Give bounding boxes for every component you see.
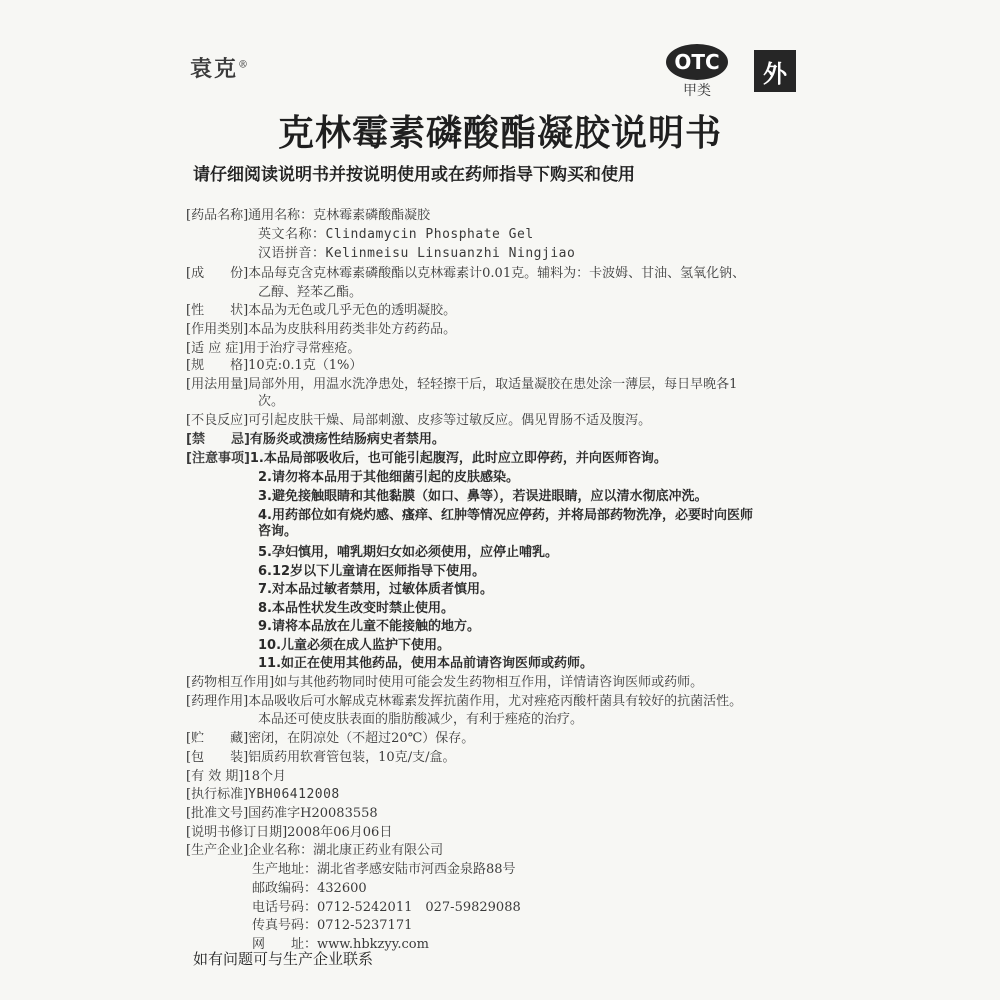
brand-name: 袁克 xyxy=(190,56,239,82)
precaution-item: 5.孕妇慎用，哺乳期妇女如必须使用，应停止哺乳。 xyxy=(258,545,558,560)
usage-warning: 请仔细阅读说明书并按说明使用或在药师指导下购买和使用 xyxy=(193,165,635,185)
drug-name-line xyxy=(186,208,430,224)
category-text: 本品为皮肤科用药类非处方药药品。 xyxy=(248,322,457,337)
approval-line xyxy=(186,806,378,822)
revision-label: [说明书修订日期] xyxy=(186,825,288,840)
manufacturer-fax: 传真号码：0712-5237171 xyxy=(252,918,413,933)
manufacturer-postcode: 邮政编码：432600 xyxy=(252,881,367,896)
precaution-item: 4.用药部位如有烧灼感、瘙痒、红肿等情况应停药，并将局部药物洗净，必要时向医师 xyxy=(258,508,753,523)
document-title: 克林霉素磷酸酯凝胶说明书 xyxy=(277,113,722,154)
pharmacology-text: 本品吸收后可水解成克林霉素发挥抗菌作用，尤对痤疮丙酸杆菌具有较好的抗菌活性。 xyxy=(248,694,743,709)
composition-line xyxy=(186,266,745,282)
composition-text-2: 乙醇、羟苯乙酯。 xyxy=(258,285,363,300)
spec-text: 10克:0.1克（1%） xyxy=(248,358,363,373)
spec-line xyxy=(186,358,362,374)
precaution-item: 3.避免接触眼睛和其他黏膜（如口、鼻等），若误进眼睛，应以清水彻底冲洗。 xyxy=(258,489,708,504)
precaution-item: 11.如正在使用其他药品，使用本品前请咨询医师或药师。 xyxy=(258,656,594,671)
otc-class-label: 甲类 xyxy=(683,83,711,99)
precaution-item: 咨询。 xyxy=(258,524,298,539)
manufacturer-label: [生产企业] xyxy=(186,843,249,858)
pharmacology-text-2: 本品还可使皮肤表面的脂肪酸减少，有利于痤疮的治疗。 xyxy=(258,712,584,727)
adverse-text: 可引起皮肤干燥、局部刺激、皮疹等过敏反应。偶见胃肠不适及腹泻。 xyxy=(248,413,652,428)
adverse-line xyxy=(186,413,651,429)
interaction-text: 如与其他药物同时使用可能会发生药物相互作用，详情请咨询医师或药师。 xyxy=(274,675,704,690)
pharmacology-label: [药理作用] xyxy=(186,694,249,709)
standard-text: YBH06412008 xyxy=(248,787,340,802)
storage-label: [贮 藏] xyxy=(186,731,249,746)
interaction-line xyxy=(186,675,703,691)
contraindication-line xyxy=(186,432,445,448)
category-label: [作用类别] xyxy=(186,322,249,337)
dosage-text-2: 次。 xyxy=(258,394,285,409)
external-use-badge: 外 xyxy=(754,50,796,92)
manufacturer-address: 生产地址：湖北省孝感安陆市河西金泉路88号 xyxy=(252,862,516,877)
validity-text: 18个月 xyxy=(243,769,286,784)
company-name: 企业名称：湖北康正药业有限公司 xyxy=(248,843,444,858)
interaction-label: [药物相互作用] xyxy=(186,675,275,690)
indication-text: 用于治疗寻常痤疮。 xyxy=(243,341,361,356)
contraindication-label: [禁 忌] xyxy=(186,432,250,447)
manufacturer-line xyxy=(186,843,443,859)
package-line xyxy=(186,750,455,766)
standard-line xyxy=(186,787,340,803)
precautions-label: [注意事项] xyxy=(186,451,250,466)
dosage-line xyxy=(186,377,737,393)
precaution-item: 2.请勿将本品用于其他细菌引起的皮肤感染。 xyxy=(258,470,519,485)
registered-mark: ® xyxy=(238,59,251,71)
indication-line xyxy=(186,341,360,357)
validity-line xyxy=(186,769,286,785)
storage-line xyxy=(186,731,474,747)
drug-name-label: [药品名称] xyxy=(186,208,249,223)
contraindication-text: 有肠炎或溃疡性结肠病史者禁用。 xyxy=(249,432,445,447)
pharmacology-line xyxy=(186,694,742,710)
otc-oval: OTC xyxy=(666,44,728,80)
precautions-line xyxy=(186,451,667,467)
dosage-label: [用法用量] xyxy=(186,377,249,392)
validity-label: [有 效 期] xyxy=(186,769,244,784)
pinyin-name: 汉语拼音：Kelinmeisu Linsuanzhi Ningjiao xyxy=(258,246,576,261)
dosage-text: 局部外用，用温水洗净患处，轻轻擦干后，取适量凝胶在患处涂一薄层，每日早晚各1 xyxy=(248,377,738,392)
precaution-item: 6.12岁以下儿童请在医师指导下使用。 xyxy=(258,564,486,579)
approval-text: 国药准字H20083558 xyxy=(248,806,378,821)
precaution-item: 1.本品局部吸收后，也可能引起腹泻，此时应立即停药，并向医师咨询。 xyxy=(249,451,667,466)
precaution-item: 10.儿童必须在成人监护下使用。 xyxy=(258,638,451,653)
standard-label: [执行标准] xyxy=(186,787,249,802)
composition-label: [成 份] xyxy=(186,266,249,281)
precaution-item: 9.请将本品放在儿童不能接触的地方。 xyxy=(258,619,480,634)
manufacturer-phone: 电话号码：0712-5242011 027-59829088 xyxy=(252,900,521,915)
indication-label: [适 应 症] xyxy=(186,341,244,356)
package-text: 铝质药用软膏管包装，10克/支/盒。 xyxy=(248,750,456,765)
spec-label: [规 格] xyxy=(186,358,249,373)
precaution-item: 7.对本品过敏者禁用，过敏体质者慎用。 xyxy=(258,582,493,597)
composition-text: 本品每克含克林霉素磷酸酯以克林霉素计0.01克。辅料为：卡波姆、甘油、氢氧化钠、 xyxy=(248,266,746,281)
category-line xyxy=(186,322,456,338)
adverse-label: [不良反应] xyxy=(186,413,249,428)
generic-name: 通用名称：克林霉素磷酸酯凝胶 xyxy=(248,208,431,223)
package-label: [包 装] xyxy=(186,750,249,765)
storage-text: 密闭，在阴凉处（不超过20℃）保存。 xyxy=(248,731,475,746)
manufacturer-website: 网 址：www.hbkzyy.com xyxy=(252,937,429,952)
english-name: 英文名称：Clindamycin Phosphate Gel xyxy=(258,227,534,242)
revision-line xyxy=(186,825,392,841)
approval-label: [批准文号] xyxy=(186,806,249,821)
revision-text: 2008年06月06日 xyxy=(287,825,393,840)
appearance-text: 本品为无色或几乎无色的透明凝胶。 xyxy=(248,303,457,318)
precaution-item: 8.本品性状发生改变时禁止使用。 xyxy=(258,601,454,616)
appearance-line xyxy=(186,303,456,319)
contact-footer: 如有问题可与生产企业联系 xyxy=(193,950,374,968)
appearance-label: [性 状] xyxy=(186,303,249,318)
